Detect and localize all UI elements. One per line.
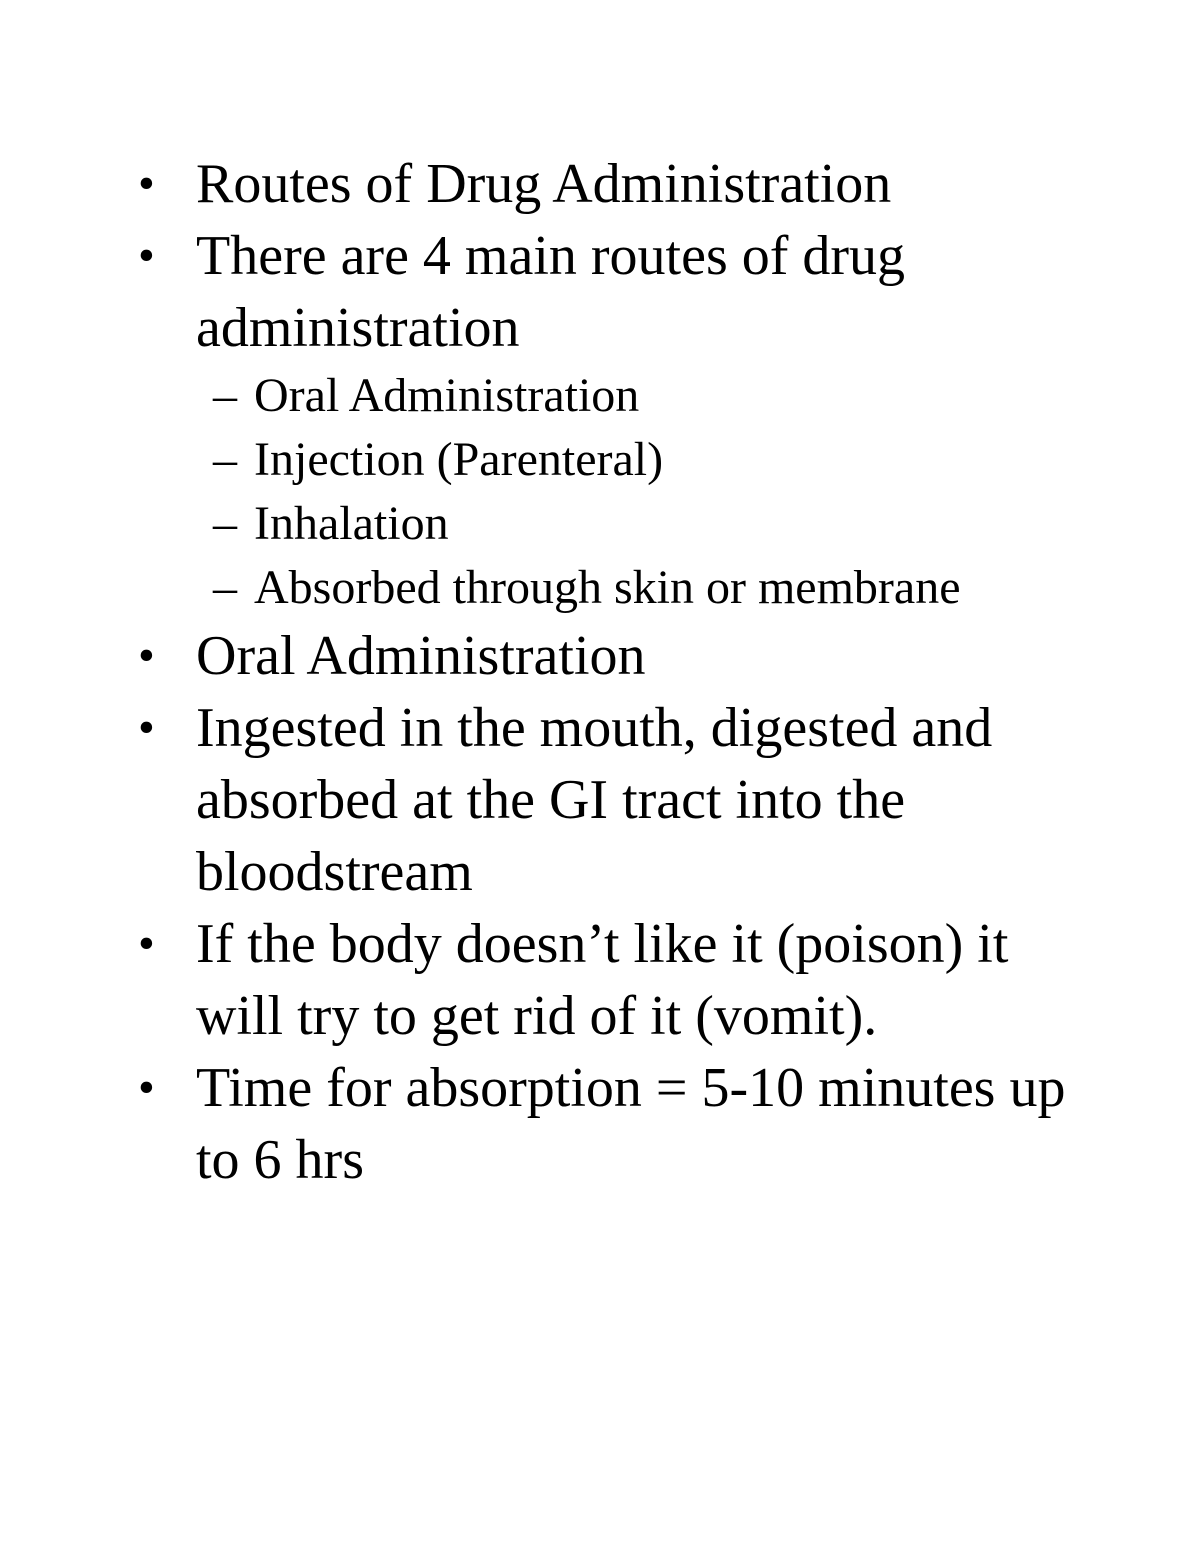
bullet-icon: • [138, 157, 155, 210]
list-item-poison [138, 908, 1078, 1052]
bullet-icon: • [138, 229, 155, 282]
list-item-text: If the body doesn’t like it (poison) it will try to get rid of it (vomit). [196, 913, 1009, 1047]
bullet-icon: • [138, 1061, 155, 1114]
dash-icon: – [213, 497, 237, 550]
list-item-absorption-time [138, 1052, 1078, 1196]
list-item-text: Time for absorption = 5-10 minutes up to 6 hrs [196, 1057, 1066, 1191]
list-item-text: There are 4 main routes of drug administration [196, 225, 906, 359]
sub-item-text: Absorbed through skin or membrane [254, 561, 961, 614]
list-item-main-routes [138, 220, 1078, 620]
sub-item-text: Injection (Parenteral) [254, 433, 664, 486]
bullet-list [138, 148, 1078, 1196]
sub-item-text: Oral Administration [254, 369, 640, 422]
dash-icon: – [213, 561, 237, 614]
sub-item-inhalation [213, 492, 1078, 556]
list-item-text: Routes of Drug Administration [196, 153, 892, 215]
sub-item-injection [213, 428, 1078, 492]
slide-notes-content [138, 148, 1078, 1196]
bullet-icon: • [138, 701, 155, 754]
bullet-icon: • [138, 629, 155, 682]
sub-item-text: Inhalation [254, 497, 449, 550]
list-item-text: Ingested in the mouth, digested and absorbed at the GI tract into the bloodstream [196, 697, 993, 903]
list-item-text: Oral Administration [196, 625, 646, 687]
list-item-ingested [138, 692, 1078, 908]
list-item-oral-heading [138, 620, 1078, 692]
bullet-icon: • [138, 917, 155, 970]
sub-item-absorbed [213, 556, 1078, 620]
sub-item-oral [213, 364, 1078, 428]
list-item-routes-title [138, 148, 1078, 220]
dash-icon: – [213, 433, 237, 486]
dash-icon: – [213, 369, 237, 422]
sub-list [213, 364, 1078, 620]
